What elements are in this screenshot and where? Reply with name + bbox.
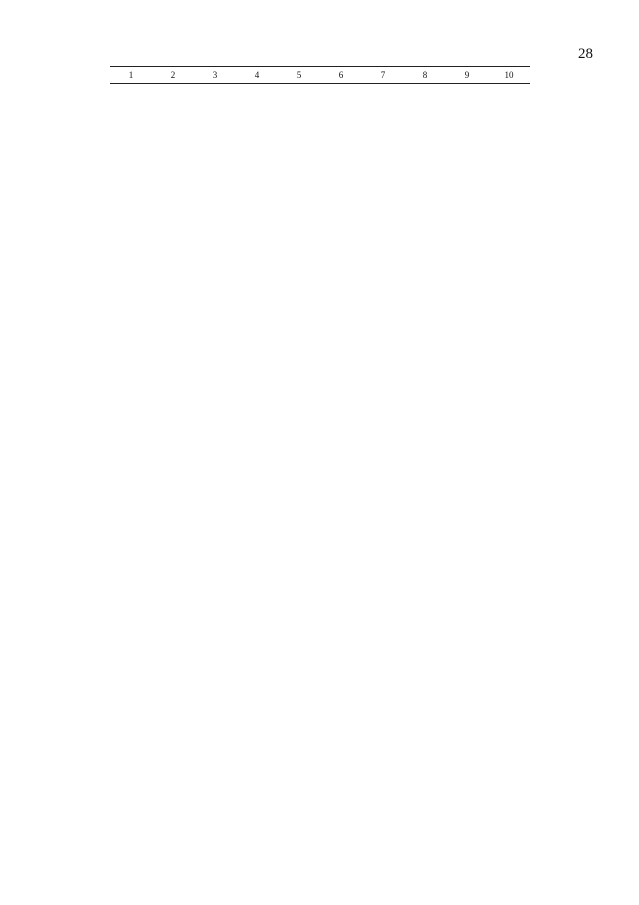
column-number: 2: [170, 70, 176, 80]
column-number: 1: [128, 70, 134, 80]
column-number: 10: [504, 70, 514, 80]
column-number: 8: [422, 70, 428, 80]
column-number: 5: [296, 70, 302, 80]
column-number: 7: [380, 70, 386, 80]
table-header-row: [110, 66, 530, 84]
column-number: 3: [212, 70, 218, 80]
column-number: 9: [464, 70, 470, 80]
column-number: 4: [254, 70, 260, 80]
column-number: 6: [338, 70, 344, 80]
page-number: 28: [578, 46, 593, 62]
